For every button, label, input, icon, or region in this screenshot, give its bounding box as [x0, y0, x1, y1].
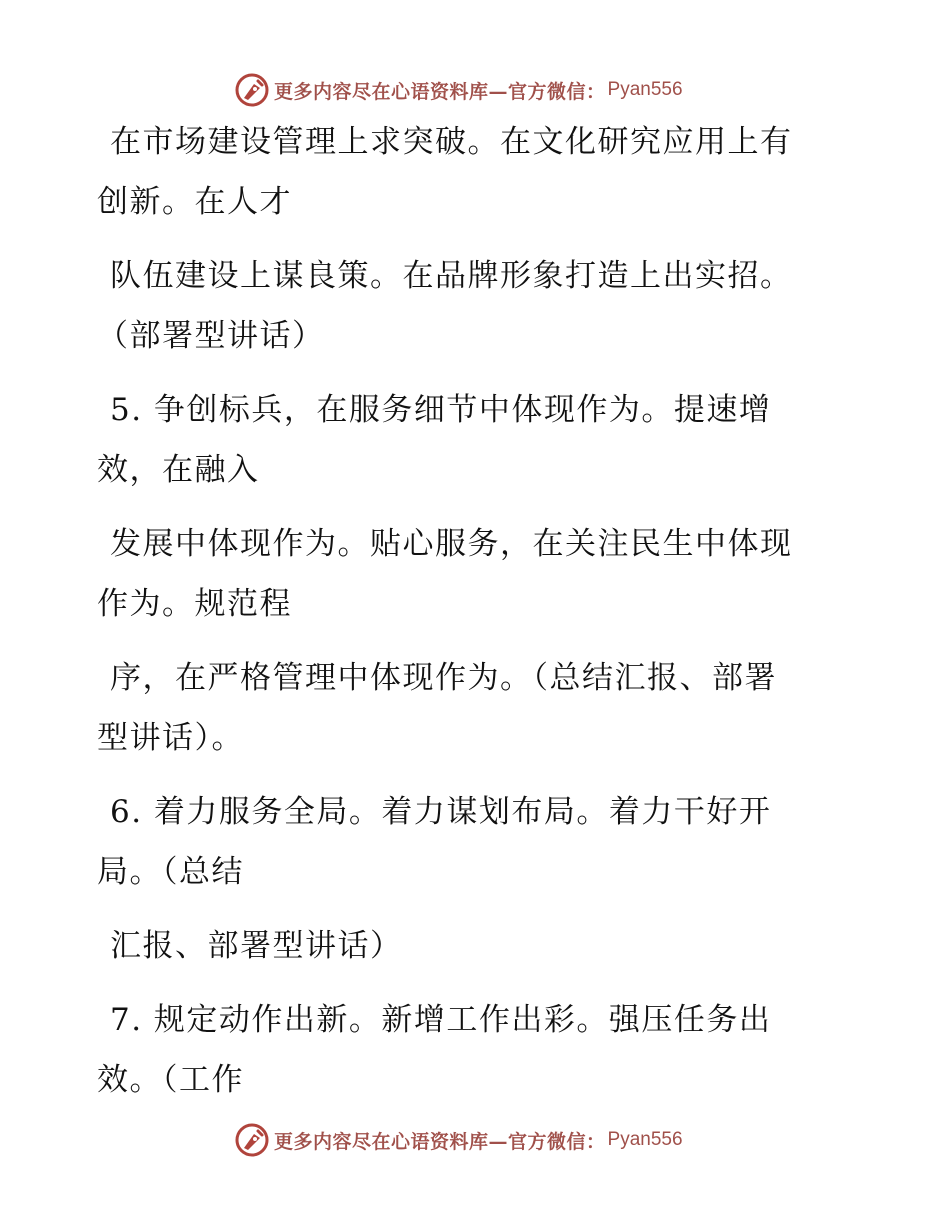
text-line: 序，在严格管理中体现作为。（总结汇报、部署 — [110, 660, 777, 696]
watermark-text: 更多内容尽在心语资料库—官方微信： — [274, 1130, 606, 1153]
text-line: 作为。规范程 — [97, 586, 292, 622]
watermark-text: 更多内容尽在心语资料库—官方微信： — [274, 80, 606, 103]
watermark-wechat-id: Pyan556 — [607, 79, 683, 100]
text-line: 5. 争创标兵，在服务细节中体现作为。提速增 — [110, 392, 772, 428]
pen-nib-seal-icon — [234, 1122, 270, 1158]
text-line: （部署型讲话） — [97, 318, 325, 354]
text-line: 型讲话）。 — [97, 720, 244, 756]
text-line: 汇报、部署型讲话） — [110, 928, 403, 964]
pen-nib-seal-icon — [234, 72, 270, 108]
text-line: 创新。在人才 — [97, 184, 292, 220]
text-line: 6. 着力服务全局。着力谋划布局。着力干好开 — [110, 794, 772, 830]
text-line: 在市场建设管理上求突破。在文化研究应用上有 — [110, 124, 793, 160]
text-line: 局。（总结 — [97, 854, 244, 890]
header-watermark — [234, 72, 683, 108]
footer-watermark — [234, 1122, 683, 1158]
text-line: 队伍建设上谋良策。在品牌形象打造上出实招。 — [110, 258, 793, 294]
text-line: 效。（工作 — [97, 1062, 244, 1098]
text-line: 效，在融入 — [97, 452, 260, 488]
watermark-wechat-id: Pyan556 — [607, 1129, 683, 1150]
text-line: 发展中体现作为。贴心服务，在关注民生中体现 — [110, 526, 793, 562]
text-line: 7. 规定动作出新。新增工作出彩。强压任务出 — [110, 1002, 772, 1038]
